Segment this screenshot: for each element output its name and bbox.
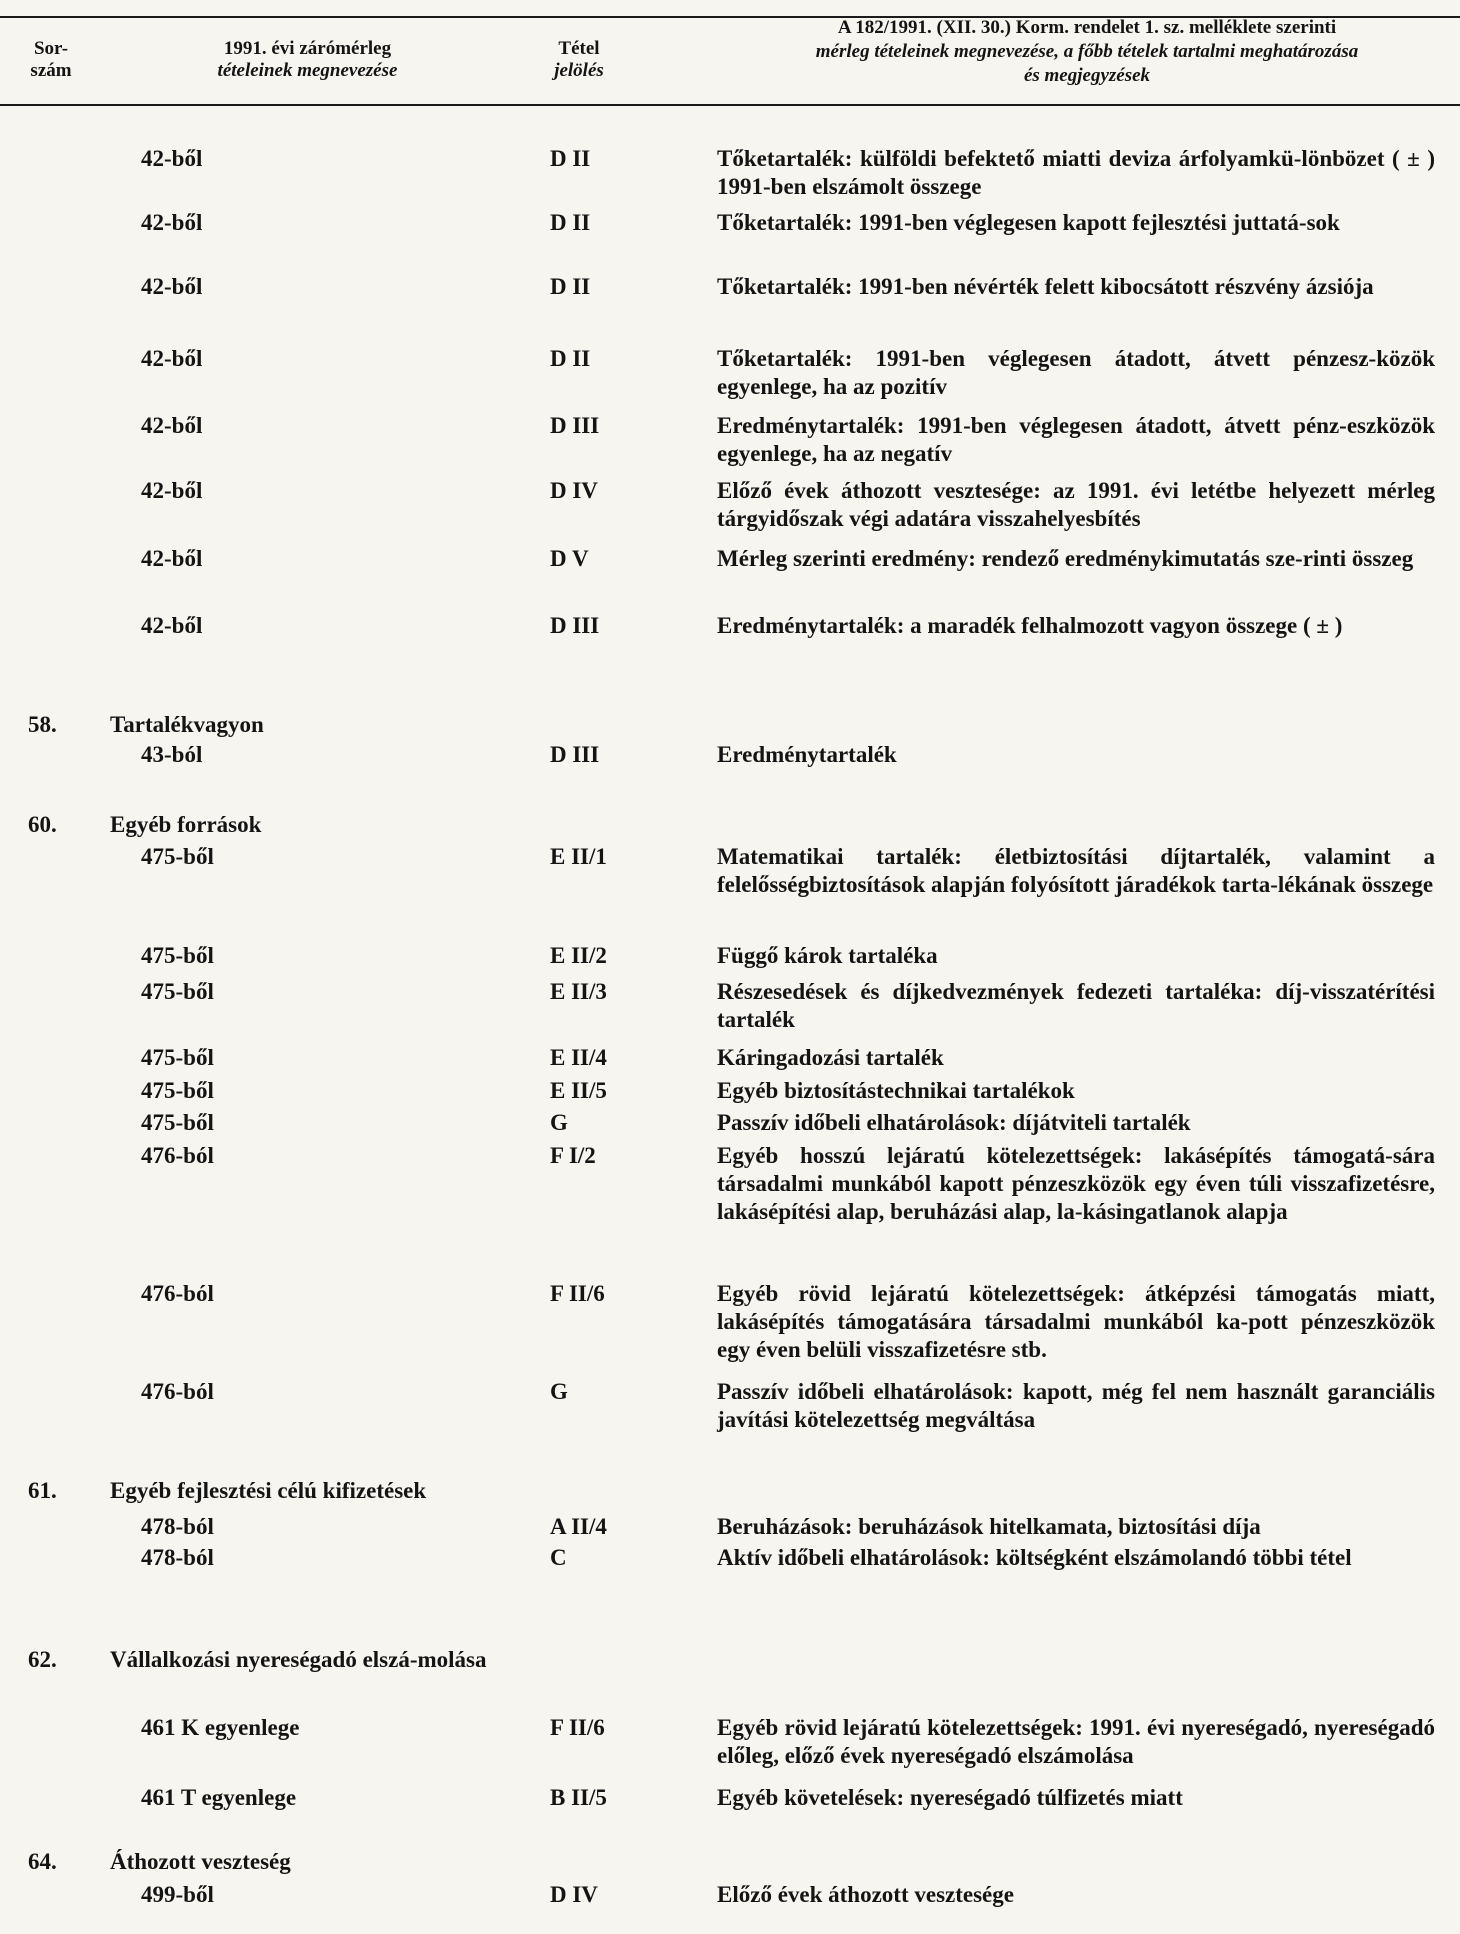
item-description: Mérleg szerinti eredmény: rendező eredménykimutatás sze-rinti összeg [717,546,1414,571]
header-text: és megjegyzések [1023,65,1151,86]
item-code: G [550,1110,568,1135]
item-description: Beruházások: beruházások hitelkamata, biztosítási díja [717,1514,1261,1539]
item-code: E II/4 [550,1045,607,1070]
item-code: F I/2 [550,1143,596,1168]
header-text: Sor- [33,38,69,59]
header-text: mérleg tételeinek megnevezése, a főbb tételek tartalmi meghatározása [815,41,1359,62]
item-description: Tőketartalék: 1991-ben véglegesen kapott fejlesztési juttatá-sok [717,210,1340,235]
item-description: Egyéb követelések: nyereségadó túlfizetés miatt [717,1785,1183,1810]
source-account: 461 K egyenlege [141,1715,300,1740]
item-description: Eredménytartalék: 1991-ben véglegesen átadott, átvett pénz-eszközök egyenlege, ha az negatív [717,413,1435,466]
item-code: D II [550,346,591,371]
source-account: 476-ból [141,1379,214,1404]
item-code: D IV [550,1882,598,1907]
source-account: 475-ből [141,844,214,869]
item-description: Passzív időbeli elhatárolások: kapott, még fel nem használt garanciális javítási kötelezettség megváltása [717,1379,1435,1432]
item-description: Egyéb biztosítástechnikai tartalékok [717,1078,1075,1103]
source-account: 42-ből [141,210,203,235]
source-account: 42-ből [141,274,203,299]
item-code: E II/1 [550,844,607,869]
item-description: Eredménytartalék [717,742,897,767]
item-description: Passzív időbeli elhatárolások: díjátviteli tartalék [717,1110,1191,1135]
section-title: Vállalkozási nyereségadó elszá-molása [110,1647,487,1672]
item-code: D III [550,613,600,638]
header-text: A 182/1991. (XII. 30.) Korm. rendelet 1. sz. melléklete szerinti [837,17,1337,38]
item-description: Egyéb hosszú lejáratú kötelezettségek: lakásépítés támogatá-sára társadalmi munkából kapott pénzeszközök egy éven túli visszafizetésre, lakásépítési alap, beruházási alap, la-kásingatlanok alapja [717,1143,1435,1224]
item-description: Tőketartalék: 1991-ben véglegesen átadott, átvett pénzesz-közök egyenlege, ha az pozitív [717,346,1435,399]
section-title: Egyéb források [110,812,262,837]
item-code: G [550,1379,568,1404]
section-number: 61. [28,1478,57,1503]
section-number: 60. [28,812,57,837]
source-account: 475-ből [141,979,214,1004]
header-text: Tétel [558,38,600,59]
item-description: Függő károk tartaléka [717,943,938,968]
source-account: 43-ból [141,742,203,767]
source-account: 42-ből [141,546,203,571]
header-text: jelölés [554,60,604,81]
section-title: Áthozott veszteség [110,1849,291,1874]
item-code: B II/5 [550,1785,607,1810]
source-account: 476-ból [141,1281,214,1306]
item-description: Eredménytartalék: a maradék felhalmozott vagyon összege ( ± ) [717,613,1343,638]
source-account: 475-ből [141,1110,214,1135]
source-account: 475-ből [141,1045,214,1070]
source-account: 42-ből [141,613,203,638]
item-code: C [550,1545,567,1570]
header-korm-rendelet [722,16,1452,88]
item-description: Tőketartalék: 1991-ben névérték felett kibocsátott részvény ázsiója [717,274,1374,299]
header-sorszam [16,38,86,82]
source-account: 42-ből [141,413,203,438]
item-code: E II/2 [550,943,607,968]
item-description: Matematikai tartalék: életbiztosítási díjtartalék, valamint a felelősségbiztosítások alapján folyósított járadékok tarta-lékának összege [717,844,1435,897]
item-code: D III [550,413,600,438]
header-text: 1991. évi zárómérleg [223,38,392,59]
source-account: 499-ből [141,1882,214,1907]
item-code: D II [550,146,591,171]
section-title: Egyéb fejlesztési célú kifizetések [110,1478,427,1503]
item-code: D II [550,274,591,299]
section-number: 62. [28,1647,57,1672]
header-text: tételeinek megnevezése [217,60,398,81]
header-tetel [534,38,624,82]
section-number: 64. [28,1849,57,1874]
header-text: szám [30,60,72,81]
header-bottom-rule [0,104,1460,106]
item-code: F II/6 [550,1715,605,1740]
item-description: Káringadozási tartalék [717,1045,944,1070]
item-description: Aktív időbeli elhatárolások: költségként elszámolandó többi tétel [717,1545,1352,1570]
item-code: E II/3 [550,979,607,1004]
source-account: 42-ből [141,146,203,171]
item-description: Tőketartalék: külföldi befektető miatti deviza árfolyamkü-lönbözet ( ± ) 1991-ben elszámolt összege [717,146,1435,199]
source-account: 475-ből [141,943,214,968]
source-account: 475-ből [141,1078,214,1103]
source-account: 478-ból [141,1545,214,1570]
item-code: D III [550,742,600,767]
item-description: Egyéb rövid lejáratú kötelezettségek: 1991. évi nyereségadó, nyereségadó előleg, előző évek nyereségadó elszámolása [717,1715,1435,1768]
header-zaromerleg [175,38,440,82]
section-number: 58. [28,712,57,737]
item-description: Egyéb rövid lejáratú kötelezettségek: átképzési támogatás miatt, lakásépítés támogatására társadalmi munkából ka-pott pénzeszközök egy éven belüli visszafizetésre stb. [717,1281,1435,1362]
item-description: Részesedések és díjkedvezmények fedezeti tartaléka: díj-visszatérítési tartalék [717,979,1435,1032]
section-title: Tartalékvagyon [110,712,264,737]
item-description: Előző évek áthozott vesztesége [717,1882,1014,1907]
item-code: D II [550,210,591,235]
item-code: F II/6 [550,1281,605,1306]
source-account: 478-ból [141,1514,214,1539]
item-code: D IV [550,478,598,503]
source-account: 461 T egyenlege [141,1785,297,1810]
source-account: 476-ból [141,1143,214,1168]
item-code: E II/5 [550,1078,607,1103]
item-code: A II/4 [550,1514,607,1539]
item-code: D V [550,546,589,571]
source-account: 42-ből [141,346,203,371]
source-account: 42-ből [141,478,203,503]
item-description: Előző évek áthozott vesztesége: az 1991. évi letétbe helyezett mérleg tárgyidőszak végi adatára visszahelyesbítés [717,478,1435,531]
